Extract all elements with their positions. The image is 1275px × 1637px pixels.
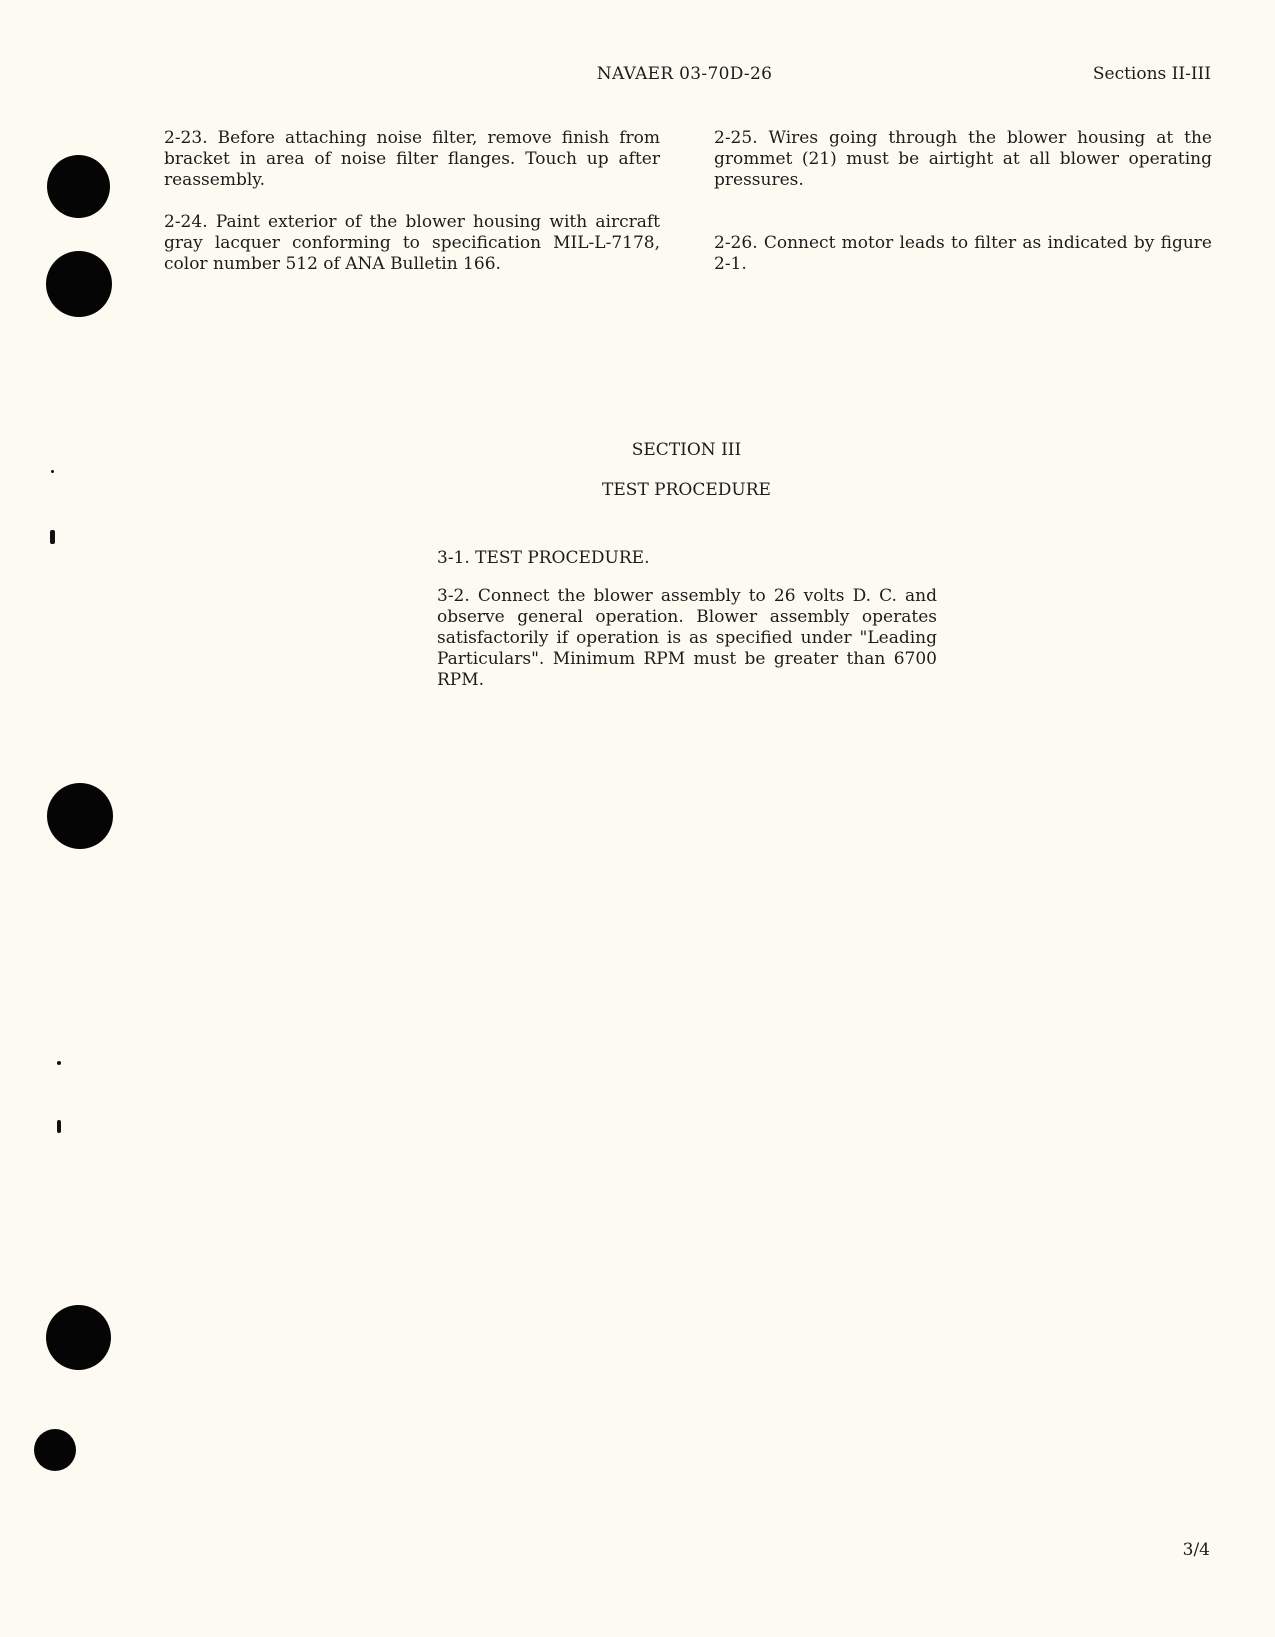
scan-mark (51, 470, 54, 473)
binder-hole (47, 155, 110, 218)
section-title: TEST PROCEDURE (602, 480, 771, 500)
section-reference: Sections II-III (1092, 64, 1211, 84)
paragraph-2-23: 2-23. Before attaching noise filter, remove finish from bracket in area of noise filter flanges. Touch up after reassembly. (164, 128, 660, 190)
paragraph-3-1: 3-1. TEST PROCEDURE. (437, 548, 650, 568)
paragraph-3-2: 3-2. Connect the blower assembly to 26 volts D. C. and observe general operation. Blower assembly operates satisfactorily if operation is as specified under "Leading Particulars". Minimum RPM must be greater than 6700 RPM. (437, 586, 937, 690)
binder-hole (46, 1305, 111, 1370)
scan-mark (50, 530, 55, 544)
binder-hole (47, 783, 113, 849)
scan-mark (57, 1061, 61, 1065)
paragraph-2-26: 2-26. Connect motor leads to filter as indicated by figure 2-1. (714, 233, 1212, 274)
document-number: NAVAER 03-70D-26 (596, 64, 773, 84)
page-number: 3/4 (1182, 1540, 1210, 1560)
scan-mark (57, 1120, 61, 1133)
paragraph-2-24: 2-24. Paint exterior of the blower housing with aircraft gray lacquer conforming to specification MIL-L-7178, color number 512 of ANA Bulletin 166. (164, 212, 660, 274)
section-number: SECTION III (631, 440, 742, 460)
binder-hole (46, 251, 112, 317)
binder-hole (34, 1429, 76, 1471)
paragraph-2-25: 2-25. Wires going through the blower housing at the grommet (21) must be airtight at all blower operating pressures. (714, 128, 1212, 190)
